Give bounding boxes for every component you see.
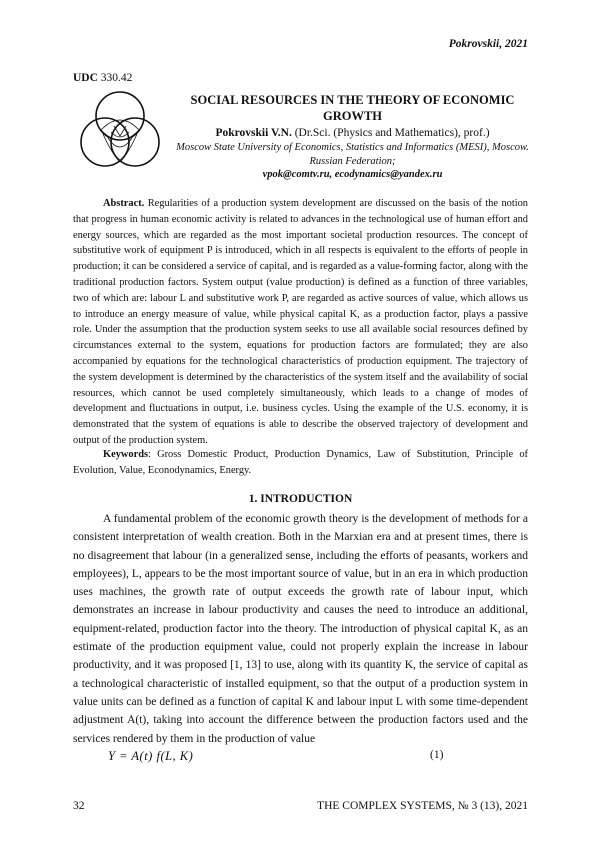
- keywords: [73, 447, 528, 478]
- author-block: [175, 126, 530, 182]
- section-heading: 1. INTRODUCTION: [248, 493, 353, 505]
- author-emails: vpok@comtv.ru, ecodynamics@yandex.ru: [262, 169, 443, 180]
- abstract-label: Abstract.: [103, 198, 145, 209]
- author-affiliation: Moscow State University of Economics, Statistics and Informatics (MESI), Moscow. Russian Federation;: [176, 142, 529, 167]
- equation-formula: Y = A(t) f(L, K): [108, 749, 194, 763]
- intro-paragraph: A fundamental problem of the economic growth theory is the development of methods for a consistent interpretation of wealth creation. Both in the Marxian era and at present times, there is no disagreement that labour (in a generalized sense, including the efforts of peasants, workers and employees), L, appears to be the most important source of value, but in an era in which production uses machines, the growth rate of output exceeds the growth rate of labour input, which demonstrates an increase in labour productivity and causes the need to introduce an additional, equipment-related, production factor into the theory. The introduction of physical capital K, as an estimate of the production equipment value, could not properly explain the increase in labour productivity, and it was proposed [1, 13] to use, along with its quantity K, the service of capital as a technological characteristic of installed equipment, so that the output of a production system in value units can be defined as a function of capital K and labour input L with some time-dependent adjustment A(t), taking into account the difference between the production factors used and the services rendered by them in the production of value: [73, 513, 528, 745]
- abstract: [73, 196, 528, 449]
- udc-label: UDC: [73, 72, 98, 84]
- equation-number: (1): [430, 749, 444, 761]
- udc-code: 330.42: [100, 72, 133, 84]
- paper-title: SOCIAL RESOURCES IN THE THEORY OF ECONOMIC GROWTH: [190, 93, 515, 123]
- running-header-author: Pokrovskii, 2021: [448, 38, 528, 50]
- author-name: Pokrovskii V.N.: [215, 127, 292, 139]
- journal-logo: [70, 82, 170, 182]
- keywords-label: Keywords: [103, 449, 149, 460]
- abstract-text: Regularities of a production system development are discussed on the basis of the notion that progress in human economic activity is related to advances in the technological use of human effort and energy sources, which are regarded as the most important societal production resources. The concept of substitutive work of equipment P is introduced, which in all respects is equivalent to the efforts of people in production; it can be considered a service of capital, and is regarded as a value-forming factor, along with the traditional production factors. System output (value production) is defined as a function of three variables, two of which are: labour L and substitutive work P, are regarded as active sources of value, which allows us to introduce an energy measure of value, while physical capital K, as a production factor, plays a passive role. Under the assumption that the production system seeks to use all available social resources defined by circumstances external to the system, equations for production factors are formulated; they are also accompanied by equations for the technological characteristics of production equipment. The trajectory of the system development is determined by the characteristics of the system itself and the availability of social resources, which cannot be used completely simultaneously, which leads to a change of modes of development and fluctuations in output, i.e. business cycles. Using the example of the U.S. economy, it is demonstrated that the system of equations is able to describe the observed trajectory of development and output of the production system.: [73, 198, 528, 446]
- page-number: 32: [73, 800, 85, 812]
- keywords-text: : Gross Domestic Product, Production Dynamics, Law of Substitution, Principle of Evolution, Value, Econodynamics, Energy.: [73, 449, 528, 476]
- author-degree: (Dr.Sci. (Physics and Mathematics), prof.): [294, 127, 490, 139]
- journal-footer: THE COMPLEX SYSTEMS, № 3 (13), 2021: [317, 800, 528, 812]
